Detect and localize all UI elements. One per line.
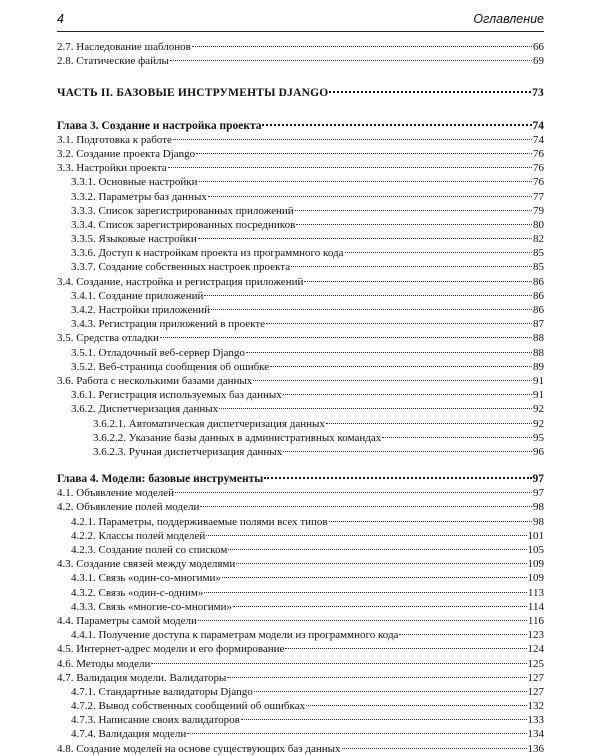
toc-entry-title: 3.6.2.2. Указание базы данных в административных командах xyxy=(93,431,382,444)
toc-leader-dots xyxy=(198,620,527,621)
toc-entry-page: 127 xyxy=(527,685,544,698)
toc-entry xyxy=(57,374,544,388)
toc-entry-page: 74 xyxy=(532,119,544,132)
toc-entry xyxy=(57,727,544,741)
toc-entry-page: 109 xyxy=(527,558,544,571)
toc-entry-page: 114 xyxy=(527,600,544,613)
toc-leader-dots xyxy=(291,266,532,267)
toc-entry xyxy=(57,571,544,585)
toc-entry-title: 4.2.1. Параметры, поддерживаемые полями всех типов xyxy=(71,515,328,528)
toc-entry xyxy=(57,742,544,756)
toc-entry-title: 4.3. Создание связей между моделями xyxy=(57,558,236,571)
toc-entry-title: 3.3.7. Создание собственных настроек проекта xyxy=(71,261,291,274)
toc-entry-title: 3.3.1. Основные настройки xyxy=(71,176,198,189)
toc-leader-dots xyxy=(266,323,532,324)
toc-entry-title: 4.2. Объявление полей модели xyxy=(57,501,200,514)
toc-leader-dots xyxy=(306,705,526,706)
toc-entry-page: 125 xyxy=(527,657,544,670)
toc-entry xyxy=(57,331,544,345)
toc-entry xyxy=(57,360,544,374)
toc-entry-title: 3.2. Создание проекта Django xyxy=(57,147,196,160)
toc-entry-title: 3.5.2. Веб-страница сообщения об ошибке xyxy=(71,360,270,373)
toc-leader-dots xyxy=(241,719,527,720)
toc-entry-title: 4.7.4. Валидация модели xyxy=(71,728,187,741)
toc-entry xyxy=(57,190,544,204)
toc-entry-page: 76 xyxy=(533,147,544,160)
toc-entry xyxy=(57,657,544,671)
toc-entry-page: 88 xyxy=(533,332,544,345)
toc-entry-title: 2.7. Наследование шаблонов xyxy=(57,41,191,53)
toc-entry-title: 3.4.2. Настройки приложений xyxy=(71,304,211,316)
toc-entry-page: 105 xyxy=(527,544,544,556)
toc-leader-dots xyxy=(254,691,527,692)
toc-entry-page: 89 xyxy=(533,360,544,373)
toc-entry xyxy=(57,289,544,303)
toc-entry-title: 3.6.2.1. Автоматическая диспетчеризация данных xyxy=(93,417,325,430)
toc-leader-dots xyxy=(382,437,532,438)
toc-entry-page: 113 xyxy=(527,586,544,599)
toc-entry-title: 4.4.1. Получение доступа к параметрам модели из программного кода xyxy=(71,629,399,642)
toc-entry-title: 4.7.3. Написание своих валидаторов xyxy=(71,714,240,727)
toc-leader-dots xyxy=(151,663,526,664)
toc-entry-title: Глава 4. Модели: базовые инструменты xyxy=(57,473,264,486)
toc-entry-page: 127 xyxy=(527,671,544,684)
toc-entry-title: 3.3.5. Языковые настройки xyxy=(71,233,197,246)
toc-entry-page: 98 xyxy=(533,501,544,514)
toc-leader-dots xyxy=(200,506,532,507)
toc-leader-dots xyxy=(253,380,532,381)
toc-entry-title: 4.7.1. Стандартные валидаторы Django xyxy=(71,685,253,698)
toc-leader-dots xyxy=(262,124,531,126)
toc-entry-page: 86 xyxy=(533,289,544,302)
toc-entry xyxy=(57,303,544,317)
toc-entry-title: 3.3.4. Список зарегистрированных посредников xyxy=(71,218,296,231)
toc-chapter-heading xyxy=(57,472,544,486)
toc-entry-title: 3.5. Средства отладки xyxy=(57,332,159,345)
toc-entry xyxy=(57,175,544,189)
toc-chapter4-entries xyxy=(57,486,544,756)
toc-entry-title: 4.2.2. Классы полей моделей xyxy=(71,529,206,542)
toc-entry-title: 4.8. Создание моделей на основе существующих баз данных xyxy=(57,742,341,755)
toc-entry xyxy=(57,529,544,543)
toc-entry-page: 91 xyxy=(533,374,544,387)
toc-entry-page: 109 xyxy=(527,572,544,585)
toc-entry-page: 87 xyxy=(533,318,544,331)
toc-entry-page: 98 xyxy=(533,515,544,528)
toc-entry-page: 73 xyxy=(532,87,544,100)
toc-entry-page: 80 xyxy=(533,218,544,231)
toc-entry-title: 3.4.1. Создание приложений xyxy=(71,289,204,302)
toc-leader-dots xyxy=(198,238,532,239)
toc-entry-title: 3.6.2.3. Ручная диспетчеризация данных xyxy=(93,445,283,458)
toc-entry-page: 92 xyxy=(533,403,544,416)
toc-entry xyxy=(57,515,544,529)
toc-leader-dots xyxy=(342,748,527,749)
toc-entry xyxy=(57,40,544,54)
toc-entry-title: 4.3.3. Связь «многие-со-многими» xyxy=(71,600,232,613)
toc-entry-page: 97 xyxy=(532,473,544,486)
toc-entry-page: 133 xyxy=(527,714,544,727)
toc-entry-page: 124 xyxy=(527,643,544,656)
toc-entry-page: 101 xyxy=(527,529,544,542)
toc-entry-page: 76 xyxy=(533,162,544,175)
toc-entry xyxy=(57,543,544,557)
toc-entry-page: 74 xyxy=(533,133,544,146)
toc-leader-dots xyxy=(175,492,532,493)
toc-entry-title: 3.1. Подготовка к работе xyxy=(57,133,172,146)
toc-entry-title: 4.7. Валидация модели. Валидаторы xyxy=(57,671,227,684)
toc-leader-dots xyxy=(173,139,532,140)
toc-leader-dots xyxy=(233,606,527,607)
toc-leader-dots xyxy=(399,634,526,635)
toc-leader-dots xyxy=(326,423,532,424)
toc-leader-dots xyxy=(204,592,527,593)
toc-leader-dots xyxy=(168,167,532,168)
toc-entry-page: 85 xyxy=(533,247,544,260)
toc-entry xyxy=(57,417,544,431)
toc-entry xyxy=(57,246,544,260)
toc-entry-page: 132 xyxy=(527,700,544,713)
toc-entry xyxy=(57,275,544,289)
toc-entry-page: 95 xyxy=(533,431,544,444)
toc-leader-dots xyxy=(329,91,531,93)
toc-entry xyxy=(57,600,544,614)
toc-entry xyxy=(57,147,544,161)
toc-entry-title: 4.1. Объявление моделей xyxy=(57,487,174,500)
toc-leader-dots xyxy=(345,252,533,253)
toc-leader-dots xyxy=(283,394,532,395)
toc-entry-page: 79 xyxy=(533,204,544,217)
toc-entry xyxy=(57,586,544,600)
toc-entry-title: 4.3.1. Связь «один-со-многими» xyxy=(71,572,221,585)
toc-entry-title: 3.3.2. Параметры баз данных xyxy=(71,190,207,203)
toc-entry-title: 3.3.6. Доступ к настройкам проекта из программного кода xyxy=(71,247,344,260)
toc-entry-page: 97 xyxy=(533,487,544,500)
toc-leader-dots xyxy=(160,337,532,338)
toc-entry-page: 85 xyxy=(533,261,544,274)
toc-entry-title: 3.3. Настройки проекта xyxy=(57,162,167,175)
toc-leader-dots xyxy=(204,295,532,296)
toc-entry-title: Глава 3. Создание и настройка проекта xyxy=(57,119,262,132)
toc-entry-title: 3.3.3. Список зарегистрированных приложений xyxy=(71,204,294,217)
toc-leader-dots xyxy=(296,224,532,225)
running-title: Оглавление xyxy=(473,12,544,26)
toc-entry xyxy=(57,204,544,218)
toc-entry-title: 3.4.3. Регистрация приложений в проекте xyxy=(71,318,266,331)
toc-entry xyxy=(57,161,544,175)
toc-entry-page: 76 xyxy=(533,176,544,189)
toc-leader-dots xyxy=(246,352,532,353)
toc-entry xyxy=(57,54,544,68)
toc-entry xyxy=(57,232,544,246)
toc-leader-dots xyxy=(329,521,532,522)
toc-entry-page: 77 xyxy=(533,190,544,203)
toc-entry-page: 82 xyxy=(533,233,544,246)
toc-entry xyxy=(57,685,544,699)
toc-entry-title: 3.6. Работа с несколькими базами данных xyxy=(57,374,253,387)
toc-leader-dots xyxy=(264,477,531,479)
toc-entry xyxy=(57,346,544,360)
toc-leader-dots xyxy=(206,535,526,536)
toc-leader-dots xyxy=(187,733,526,734)
toc-leader-dots xyxy=(236,563,526,564)
toc-entry xyxy=(57,218,544,232)
toc-leader-dots xyxy=(170,60,532,61)
page-header xyxy=(57,11,544,32)
toc-entry-page: 123 xyxy=(527,629,544,642)
toc-chapter-heading xyxy=(57,119,544,133)
toc-entry-title: 3.6.1. Регистрация используемых баз данных xyxy=(71,389,282,402)
toc-leader-dots xyxy=(192,46,532,47)
toc-entry-title: 4.2.3. Создание полей со списком xyxy=(71,544,228,556)
toc-entry xyxy=(57,713,544,727)
toc-entry-page: 91 xyxy=(533,389,544,402)
toc-entry xyxy=(57,614,544,628)
toc-entry-title: ЧАСТЬ II. БАЗОВЫЕ ИНСТРУМЕНТЫ DJANGO xyxy=(57,87,329,100)
toc-entry-title: 4.4. Параметры самой модели xyxy=(57,614,197,627)
toc-entry-page: 92 xyxy=(533,417,544,430)
toc-entry-page: 136 xyxy=(527,742,544,755)
toc-chapter3-entries xyxy=(57,133,544,459)
toc-entry xyxy=(57,260,544,274)
toc-entry-title: 3.4. Создание, настройка и регистрация приложений xyxy=(57,275,304,288)
toc-leader-dots xyxy=(228,549,526,550)
toc-entry-page: 134 xyxy=(527,728,544,741)
toc-leader-dots xyxy=(196,153,532,154)
toc-entry-page: 66 xyxy=(533,41,544,53)
toc-entry-title: 2.8. Статические файлы xyxy=(57,55,169,68)
toc-section-top xyxy=(57,40,544,68)
toc-entry-page: 86 xyxy=(533,304,544,316)
toc-entry xyxy=(57,388,544,402)
toc-entry xyxy=(57,699,544,713)
toc-leader-dots xyxy=(199,181,532,182)
toc-entry-title: 3.6.2. Диспетчеризация данных xyxy=(71,403,219,416)
toc-entry xyxy=(57,445,544,459)
toc-entry-title: 4.6. Методы модели xyxy=(57,657,151,670)
toc-entry xyxy=(57,500,544,514)
toc-leader-dots xyxy=(304,281,532,282)
toc-entry xyxy=(57,431,544,445)
table-of-contents xyxy=(57,40,544,756)
toc-entry xyxy=(57,486,544,500)
toc-part-heading xyxy=(57,86,544,100)
toc-entry-page: 96 xyxy=(533,445,544,458)
toc-leader-dots xyxy=(222,577,527,578)
toc-entry-title: 4.7.2. Вывод собственных сообщений об ошибках xyxy=(71,700,306,713)
page-number: 4 xyxy=(57,12,64,26)
toc-leader-dots xyxy=(285,648,526,649)
toc-entry xyxy=(57,671,544,685)
toc-leader-dots xyxy=(208,196,532,197)
toc-entry xyxy=(57,642,544,656)
toc-entry-page: 86 xyxy=(533,275,544,288)
toc-leader-dots xyxy=(227,677,526,678)
toc-entry-page: 88 xyxy=(533,346,544,359)
toc-leader-dots xyxy=(270,366,532,367)
toc-entry xyxy=(57,133,544,147)
toc-entry xyxy=(57,317,544,331)
toc-leader-dots xyxy=(211,309,532,310)
toc-entry-title: 4.5. Интернет-адрес модели и его формирование xyxy=(57,643,285,656)
toc-leader-dots xyxy=(295,210,532,211)
toc-entry-page: 116 xyxy=(527,614,544,627)
toc-entry-title: 4.3.2. Связь «один-с-одним» xyxy=(71,586,204,599)
toc-entry xyxy=(57,557,544,571)
toc-entry xyxy=(57,628,544,642)
toc-entry-title: 3.5.1. Отладочный веб-сервер Django xyxy=(71,346,245,359)
toc-entry-page: 69 xyxy=(533,55,544,68)
toc-entry xyxy=(57,402,544,416)
toc-leader-dots xyxy=(283,451,532,452)
toc-leader-dots xyxy=(219,408,532,409)
